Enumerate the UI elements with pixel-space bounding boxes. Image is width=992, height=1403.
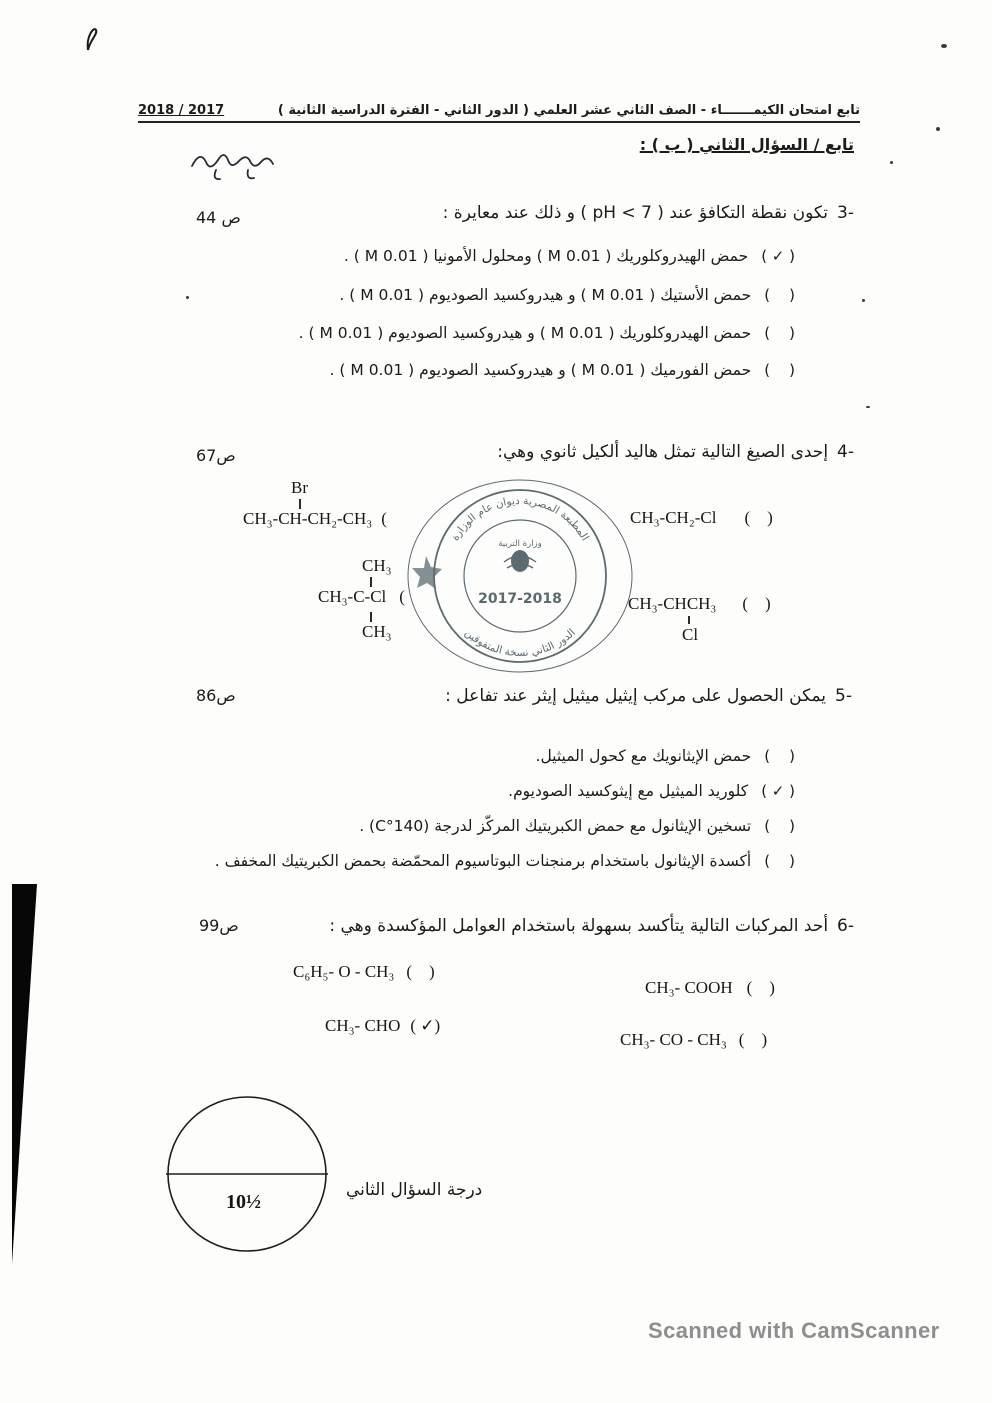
option-text: حمض الإيثانويك مع كحول الميثيل. <box>535 747 752 765</box>
camscanner-watermark: Scanned with CamScanner <box>648 1318 940 1343</box>
answer-mark: ( ) <box>764 747 795 765</box>
option-text: كلوريد الميثيل مع إيثوكسيد الصوديوم. <box>508 782 749 800</box>
bond-line <box>370 612 372 622</box>
answer-mark: ( ) <box>764 324 795 342</box>
substituent-label: Br <box>291 478 308 497</box>
q5-option-4 <box>215 852 795 870</box>
question-6-text: أحد المركبات التالية يتأكسد بسهولة باستخدام العوامل المؤكسدة وهي : <box>329 916 829 936</box>
option-text: حمض الأستيك ( 0.01 M ) و هيدروكسيد الصوديوم ( 0.01 M ) . <box>339 286 752 304</box>
q3-option-3 <box>299 324 795 342</box>
stamp-ministry-text: وزارة التربية <box>498 539 542 549</box>
question-5-text: يمكن الحصول على مركب إيثيل ميثيل إيثر عند تفاعل : <box>445 686 827 706</box>
scan-speck <box>941 44 947 48</box>
exam-year: 2018 / 2017 <box>138 103 225 118</box>
formula: CH₃- CO - CH₃ <box>620 1030 727 1049</box>
question-3-number: 3- <box>837 203 854 223</box>
question-5-page-ref: ص86 <box>196 686 236 705</box>
answer-mark: ( ✓) <box>410 1016 441 1035</box>
answer-mark: ( ) <box>764 286 795 304</box>
question-3-page-ref: ص 44 <box>196 208 241 227</box>
scan-speck <box>862 299 865 302</box>
q4-structure-ethyl-chloride <box>630 508 850 534</box>
answer-mark: ( ✓ ) <box>761 247 795 265</box>
question-4-heading <box>497 442 854 462</box>
option-text: أكسدة الإيثانول باستخدام برمنجنات البوتاسيوم المحمّضة بحمض الكبريتيك المخفف . <box>214 852 752 870</box>
pen-mark-top-left <box>78 20 114 56</box>
question-6-number: 6- <box>837 916 854 936</box>
handwritten-scribble <box>186 140 282 184</box>
formula: CH₃- COOH <box>645 978 733 997</box>
option-text: حمض الهيدروكلوريك ( 0.01 M ) ومحلول الأمونيا ( 0.01 M ) . <box>343 247 749 265</box>
q6-option-acetone <box>620 1030 767 1050</box>
option-text: حمض الفورميك ( 0.01 M ) و هيدروكسيد الصوديوم ( 0.01 M ) . <box>329 361 752 379</box>
question-5-heading <box>445 686 852 706</box>
formula: CH₃-CH₂-Cl <box>630 508 717 527</box>
option-text: تسخين الإيثانول مع حمض الكبريتيك المركّز لدرجة (140°C) . <box>359 817 752 835</box>
official-stamp <box>404 476 636 678</box>
question-3-text: تكون نقطة التكافؤ عند ( pH < 7 ) و ذلك عند معايرة : <box>442 203 829 223</box>
q6-option-acetaldehyde <box>325 1016 440 1036</box>
answer-mark: ( ) <box>744 508 773 527</box>
question-4-page-ref: ص67 <box>196 446 236 465</box>
stamp-star-mark <box>412 556 442 589</box>
answer-mark: ( <box>381 509 387 528</box>
answer-mark: ( ) <box>764 361 795 379</box>
q3-option-2 <box>339 286 795 304</box>
score-label: درجة السؤال الثاني <box>346 1180 483 1200</box>
answer-mark: ( ) <box>406 962 435 981</box>
formula: CH₃-C-Cl <box>318 587 387 606</box>
formula: C₆H₅- O - CH₃ <box>293 962 395 981</box>
section-subtitle: تابع / السؤال الثاني ( ب ) : <box>639 135 854 154</box>
stamp-year-text: 2017-2018 <box>478 591 562 607</box>
question-5-number: 5- <box>835 686 852 706</box>
q4-structure-chloropropane <box>628 594 848 654</box>
q6-option-acetic-acid <box>645 978 775 998</box>
question-6-page-ref: ص99 <box>199 916 239 935</box>
question-4-number: 4- <box>837 442 854 462</box>
bond-line <box>688 616 690 624</box>
q6-option-anisole <box>293 962 435 982</box>
answer-mark: ( ) <box>742 594 771 613</box>
scan-speck <box>936 127 940 131</box>
stamp-emblem <box>511 550 529 572</box>
bond-line <box>370 577 372 587</box>
question-3-heading <box>443 203 854 223</box>
substituent-label: CH₃ <box>362 556 392 575</box>
question-4-text: إحدى الصيغ التالية تمثل هاليد ألكيل ثانوي وهي: <box>497 442 829 462</box>
answer-mark: ( ) <box>738 1030 768 1049</box>
q5-option-3 <box>359 817 795 835</box>
formula: CH₃-CH-CH₂-CH₃ <box>243 509 373 528</box>
question-6-heading <box>329 916 854 936</box>
formula: CH₃- CHO <box>325 1016 401 1035</box>
answer-mark: ( ) <box>746 978 775 997</box>
scan-speck <box>186 296 189 299</box>
answer-mark: ( <box>399 587 405 606</box>
scan-speck <box>890 161 893 164</box>
scan-shadow-wedge <box>12 884 37 1264</box>
answer-mark: ( ✓ ) <box>761 782 795 800</box>
stamp-outer-ring <box>434 490 606 662</box>
q3-option-1 <box>344 247 795 265</box>
stamp-inner-ring <box>464 520 576 632</box>
scan-speck <box>866 406 870 408</box>
option-text: حمض الهيدروكلوريك ( 0.01 M ) و هيدروكسيد الصوديوم ( 0.01 M ) . <box>298 324 752 342</box>
stamp-outer-ellipse <box>408 480 632 672</box>
answer-mark: ( ) <box>764 852 795 870</box>
answer-mark: ( ) <box>764 817 795 835</box>
header <box>138 103 860 123</box>
q3-option-4 <box>330 361 795 379</box>
exam-title: تابع امتحان الكيمـــــــاء - الصف الثاني عشر العلمي ( الدور الثاني - الفترة الدراسية الثانية ) <box>277 103 860 118</box>
substituent-label: Cl <box>682 625 699 644</box>
substituent-label: CH₃ <box>362 622 392 641</box>
q5-option-2 <box>508 782 795 800</box>
q5-option-1 <box>536 747 795 765</box>
stamp-bottom-arc-text: الدور الثاني نسخة المتفوقين <box>462 626 578 660</box>
bond-line <box>299 499 301 509</box>
score-circle-diagram <box>164 1094 330 1256</box>
score-value: 10½ <box>226 1191 261 1213</box>
formula: CH₃-CHCH₃ <box>628 594 717 613</box>
stamp-top-arc-text: المطبعة المصرية ديوان عام الوزارة <box>449 494 591 543</box>
